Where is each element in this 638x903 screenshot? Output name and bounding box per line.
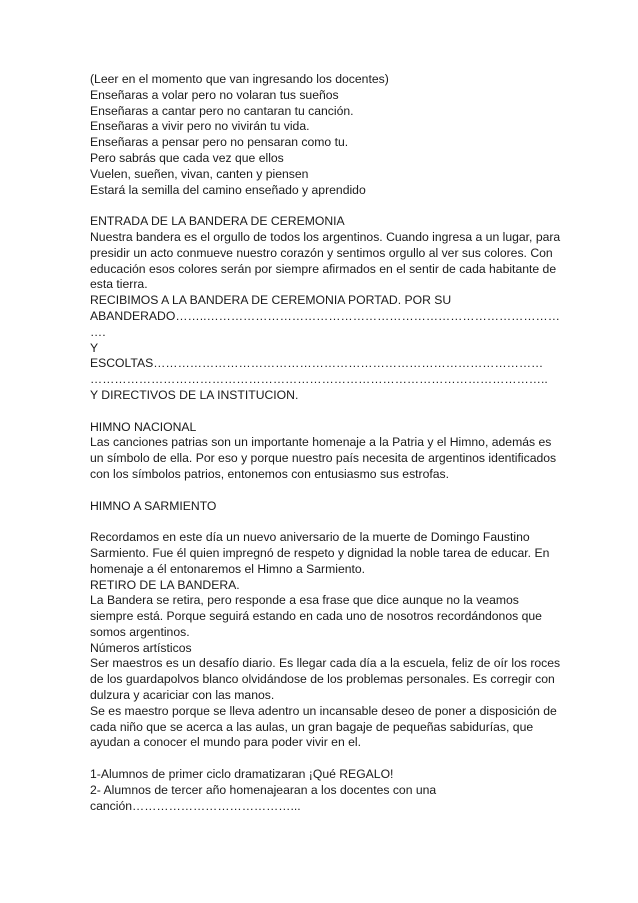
numeros-heading: Números artísticos	[90, 640, 192, 655]
escoltas-line: ESCOLTAS……………………………………………………………………………………	[90, 356, 544, 371]
poem-line: Enseñaras a pensar pero no pensaran como tu.	[90, 135, 349, 150]
spacer	[90, 404, 552, 420]
intro-note: (Leer en el momento que van ingresando los docentes)	[90, 72, 389, 86]
himno-nacional-text-line: un símbolo de ella. Por eso y porque nuestro país necesita de argentinos identificados	[90, 451, 557, 466]
entrada-heading: ENTRADA DE LA BANDERA DE CEREMONIA	[90, 214, 345, 229]
y-line: Y	[90, 340, 99, 355]
document-page	[90, 72, 561, 814]
poem-line: Estará la semilla del camino enseñado y aprendido	[90, 182, 366, 197]
retiro-section	[90, 578, 552, 641]
recibimos-line: RECIBIMOS A LA BANDERA DE CEREMONIA PORTAD. POR SU	[90, 293, 452, 308]
spacer	[90, 751, 552, 767]
himno-nacional-section	[90, 419, 557, 483]
directivos-line: Y DIRECTIVOS DE LA INSTITUCION.	[90, 387, 299, 402]
dots-line: …………………………………………………………………………………………………..	[90, 372, 548, 387]
spacer	[90, 514, 552, 530]
programa-item: 2- Alumnos de tercer año homenajearan a los docentes con una	[90, 782, 437, 797]
poem-line: Vuelen, sueñen, vivan, canten y piensen	[90, 166, 309, 181]
entrada-text-line: educación esos colores serán por siempre afirmados en el sentir de cada habitante de	[90, 261, 557, 276]
retiro-text-line: siempre está. Porque seguirá estando en cada uno de nosotros recordándonos que	[90, 609, 542, 624]
spacer	[90, 483, 552, 499]
spacer	[90, 198, 552, 214]
poem-line: Enseñaras a cantar pero no cantaran tu canción.	[90, 103, 354, 118]
himno-nacional-heading: HIMNO NACIONAL	[90, 419, 197, 434]
abanderado-line: ABANDERADO……..……………………………………………………………………………	[90, 308, 560, 323]
himno-sarmiento-section	[90, 499, 552, 578]
retiro-text-line: La Bandera se retira, pero responde a esa frase que dice aunque no la veamos	[90, 593, 519, 608]
programa-item: 1-Alumnos de primer ciclo dramatizaran ¡Qué REGALO!	[90, 767, 394, 782]
retiro-heading: RETIRO DE LA BANDERA.	[90, 577, 240, 592]
himno-sarmiento-text-line: Sarmiento. Fue él quien impregnó de respeto y dignidad la noble tarea de educar. En	[90, 545, 550, 560]
programa-item: canción…………………………………...	[90, 798, 301, 813]
intro-section	[90, 72, 552, 198]
poem-line: Enseñaras a vivir pero no vivirán tu vida.	[90, 119, 310, 134]
himno-nacional-text-line: con los símbolos patrios, entonemos con entusiasmo sus estrofas.	[90, 466, 450, 481]
dots-line: ….	[90, 324, 106, 339]
himno-sarmiento-heading: HIMNO A SARMIENTO	[90, 498, 217, 513]
himno-sarmiento-text-line: homenaje a él entonaremos el Himno a Sarmiento.	[90, 561, 366, 576]
retiro-text-line: somos argentinos.	[90, 624, 190, 639]
numeros-section	[90, 640, 561, 752]
himno-nacional-text-line: Las canciones patrias son un importante homenaje a la Patria y el Himno, además es	[90, 435, 552, 450]
numeros-text-line: cada niño que se acerca a las aulas, un gran bagaje de pequeñas sabidurías, que	[90, 719, 534, 734]
numeros-text-line: Ser maestros es un desafío diario. Es llegar cada día a la escuela, feliz de oír los roces	[90, 656, 561, 671]
programa-section	[90, 767, 552, 814]
entrada-text-line: presidir un acto conmueve nuestro corazón y sentimos orgullo al ver sus colores. Con	[90, 245, 553, 260]
poem-line: Pero sabrás que cada vez que ellos	[90, 150, 284, 165]
numeros-text-line: ayudan a conocer el mundo para poder vivir en el.	[90, 735, 361, 750]
numeros-text-line: dulzura y acariciar con las manos.	[90, 688, 275, 703]
entrada-text-line: esta tierra.	[90, 277, 148, 292]
numeros-text-line: Se es maestro porque se lleva adentro un incansable deseo de poner a disposición de	[90, 703, 557, 718]
entrada-text-line: Nuestra bandera es el orgullo de todos los argentinos. Cuando ingresa a un lugar, para	[90, 229, 561, 244]
poem-line: Enseñaras a volar pero no volaran tus sueños	[90, 87, 339, 102]
numeros-text-line: de los guardapolvos blanco olvidándose de los problemas personales. Es corregir con	[90, 672, 555, 687]
entrada-section	[90, 214, 561, 404]
himno-sarmiento-text-line: Recordamos en este día un nuevo aniversario de la muerte de Domingo Faustino	[90, 530, 530, 545]
